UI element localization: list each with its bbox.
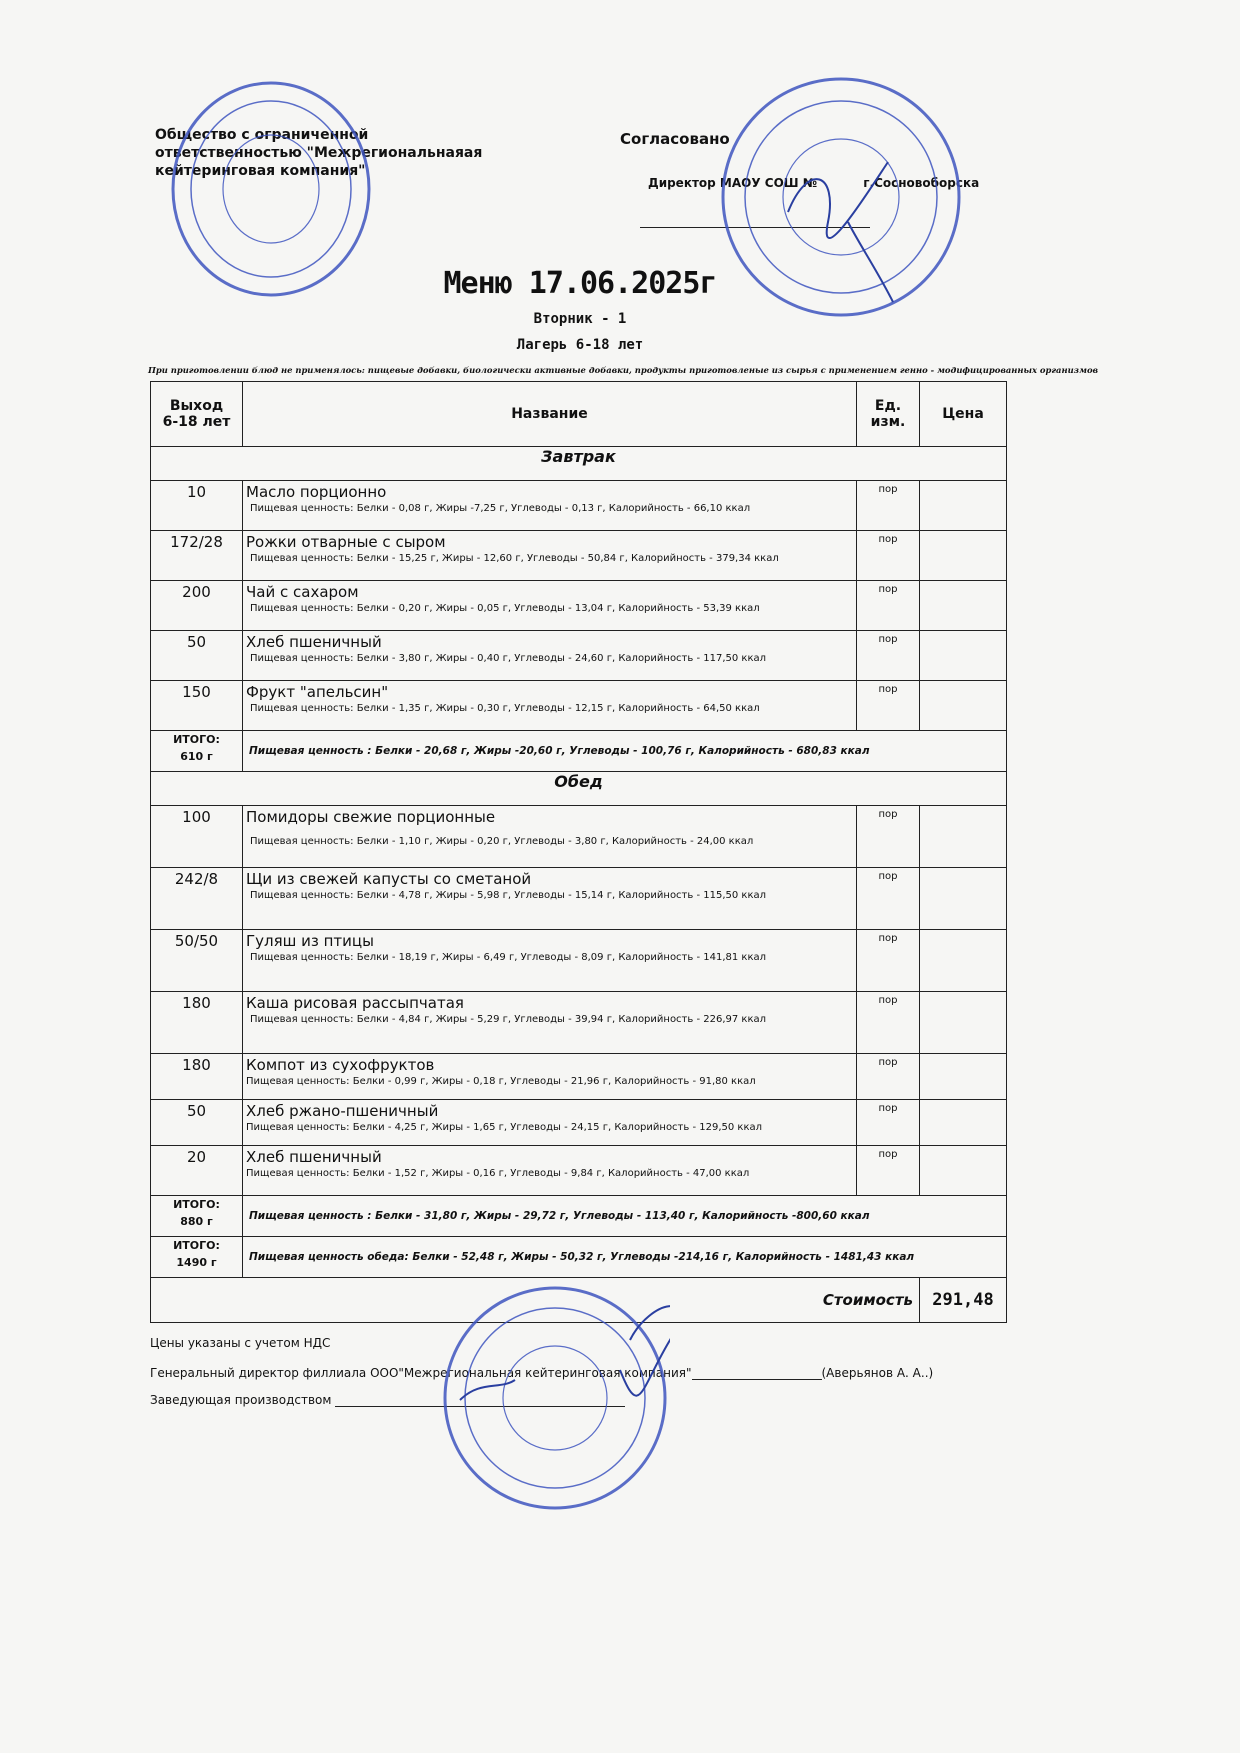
grand-total-row: ИТОГО: 1490 г Пищевая ценность обеда: Белки - 52,48 г, Жиры - 50,32 г, Углеводы -214,16 г, Калорийность - 1481,43 ккал <box>151 1237 1007 1278</box>
dish-nutrition: Пищевая ценность: Белки - 1,35 г, Жиры - 0,30 г, Углеводы - 12,15 г, Калорийность - 64,50 ккал <box>250 703 760 714</box>
dish-nutrition: Пищевая ценность: Белки - 4,84 г, Жиры - 5,29 г, Углеводы - 39,94 г, Калорийность - 226,97 ккал <box>250 1014 767 1025</box>
table-row: 20 Хлеб пшеничный Пищевая ценность: Белки - 1,52 г, Жиры - 0,16 г, Углеводы - 9,84 г, Калорийность - 47,00 ккал пор <box>151 1146 1007 1196</box>
cost-label: Стоимость <box>151 1278 920 1323</box>
dish-name: Фрукт "апельсин" <box>246 683 389 701</box>
section-lunch: Обед <box>151 772 1007 806</box>
table-row: 150 Фрукт "апельсин" Пищевая ценность: Белки - 1,35 г, Жиры - 0,30 г, Углеводы - 12,15 г, Калорийность - 64,50 ккал пор <box>151 681 1007 731</box>
director-prefix: Директор МАОУ СОШ № <box>648 176 818 190</box>
org-line-3: кейтеринговая компания" <box>155 163 366 179</box>
org-line-2: ответственностью "Межрегиональнаяая <box>155 145 483 161</box>
dish-nutrition: Пищевая ценность: Белки - 4,78 г, Жиры - 5,98 г, Углеводы - 15,14 г, Калорийность - 115,50 ккал <box>250 890 767 901</box>
production-manager-title: Заведующая производством <box>150 1393 332 1407</box>
table-row: 100 Помидоры свежие порционные Пищевая ценность: Белки - 1,10 г, Жиры - 0,20 г, Углеводы - 3,80 г, Калорийность - 24,00 ккал пор <box>151 806 1007 868</box>
header-yield: Выход 6-18 лет <box>151 382 243 447</box>
table-row: 172/28 Рожки отварные с сыром Пищевая ценность: Белки - 15,25 г, Жиры - 12,60 г, Углеводы - 50,84 г, Калорийность - 379,34 ккал пор <box>151 531 1007 581</box>
menu-table <box>150 381 1007 1323</box>
breakfast-total-row: ИТОГО: 610 г Пищевая ценность : Белки - 20,68 г, Жиры -20,60 г, Углеводы - 100,76 г, Калорийность - 680,83 ккал <box>151 731 1007 772</box>
table-row: 242/8 Щи из свежей капусты со сметаной Пищевая ценность: Белки - 4,78 г, Жиры - 5,98 г, Углеводы - 15,14 г, Калорийность - 115,50 ккал пор <box>151 868 1007 930</box>
dish-name: Масло порционно <box>246 483 387 501</box>
table-row: 50/50 Гуляш из птицы Пищевая ценность: Белки - 18,19 г, Жиры - 6,49 г, Углеводы - 8,09 г, Калорийность - 141,81 ккал пор <box>151 930 1007 992</box>
dish-nutrition: Пищевая ценность: Белки - 0,99 г, Жиры - 0,18 г, Углеводы - 21,96 г, Калорийность - 91,80 ккал <box>246 1076 756 1087</box>
header-name: Название <box>243 382 857 447</box>
dish-name: Хлеб пшеничный <box>246 633 382 651</box>
vat-note: Цены указаны с учетом НДС <box>150 1336 331 1350</box>
dish-nutrition: Пищевая ценность: Белки - 1,52 г, Жиры - 0,16 г, Углеводы - 9,84 г, Калорийность - 47,00 ккал <box>246 1168 750 1179</box>
ingredients-note: При приготовлении блюд не применялось: пищевые добавки, биологически активные добавки, продукты приготовленые из сырья с применением генно - модифицированных организмов <box>148 365 1099 375</box>
dish-nutrition: Пищевая ценность: Белки - 0,08 г, Жиры -7,25 г, Углеводы - 0,13 г, Калорийность - 66,10 ккал <box>250 503 751 514</box>
dish-name: Компот из сухофруктов <box>246 1056 435 1074</box>
page-title: Меню 17.06.2025г <box>443 266 717 301</box>
camp-label: Лагерь 6-18 лет <box>516 337 644 353</box>
dish-name: Каша рисовая рассыпчатая <box>246 994 464 1012</box>
dish-nutrition: Пищевая ценность: Белки - 1,10 г, Жиры - 0,20 г, Углеводы - 3,80 г, Калорийность - 24,00 ккал <box>250 836 754 847</box>
table-row: 50 Хлеб ржано-пшеничный Пищевая ценность: Белки - 4,25 г, Жиры - 1,65 г, Углеводы - 24,15 г, Калорийность - 129,50 ккал пор <box>151 1100 1007 1146</box>
dish-nutrition: Пищевая ценность: Белки - 15,25 г, Жиры - 12,60 г, Углеводы - 50,84 г, Калорийность - 379,34 ккал <box>250 553 779 564</box>
dish-name: Хлеб ржано-пшеничный <box>246 1102 439 1120</box>
dish-name: Помидоры свежие порционные <box>246 808 496 826</box>
dish-nutrition: Пищевая ценность: Белки - 18,19 г, Жиры - 6,49 г, Углеводы - 8,09 г, Калорийность - 141,81 ккал <box>250 952 767 963</box>
dish-name: Щи из свежей капусты со сметаной <box>246 870 532 888</box>
lunch-total-row: ИТОГО: 880 г Пищевая ценность : Белки - 31,80 г, Жиры - 29,72 г, Углеводы - 113,40 г, Калорийность -800,60 ккал <box>151 1196 1007 1237</box>
dish-name: Чай с сахаром <box>246 583 359 601</box>
gm-signature-line <box>692 1379 822 1380</box>
general-manager-title: Генеральный директор филлиала ООО"Межрегиональная кейтеринговая компания" <box>150 1366 692 1380</box>
dish-name: Рожки отварные с сыром <box>246 533 446 551</box>
general-manager-name: (Аверьянов А. А..) <box>821 1366 934 1380</box>
table-row: 50 Хлеб пшеничный Пищевая ценность: Белки - 3,80 г, Жиры - 0,40 г, Углеводы - 24,60 г, Калорийность - 117,50 ккал пор <box>151 631 1007 681</box>
table-row: 200 Чай с сахаром Пищевая ценность: Белки - 0,20 г, Жиры - 0,05 г, Углеводы - 13,04 г, Калорийность - 53,39 ккал пор <box>151 581 1007 631</box>
table-row: 180 Компот из сухофруктов Пищевая ценность: Белки - 0,99 г, Жиры - 0,18 г, Углеводы - 21,96 г, Калорийность - 91,80 ккал пор <box>151 1054 1007 1100</box>
approval-label: Согласовано <box>620 130 730 148</box>
dish-nutrition: Пищевая ценность: Белки - 4,25 г, Жиры - 1,65 г, Углеводы - 24,15 г, Калорийность - 129,50 ккал <box>246 1122 763 1133</box>
dish-nutrition: Пищевая ценность: Белки - 0,20 г, Жиры - 0,05 г, Углеводы - 13,04 г, Калорийность - 53,39 ккал <box>250 603 760 614</box>
header-price: Цена <box>920 382 1007 447</box>
dish-name: Хлеб пшеничный <box>246 1148 382 1166</box>
dish-nutrition: Пищевая ценность: Белки - 3,80 г, Жиры - 0,40 г, Углеводы - 24,60 г, Калорийность - 117,50 ккал <box>250 653 767 664</box>
org-line-1: Общество с ограниченной <box>155 127 369 143</box>
table-header-row <box>151 382 1007 447</box>
company-stamp-bottom <box>440 1280 670 1516</box>
dish-name: Гуляш из птицы <box>246 932 374 950</box>
section-breakfast: Завтрак <box>151 447 1007 481</box>
header-unit: Ед. изм. <box>857 382 920 447</box>
cost-value: 291,48 <box>920 1278 1007 1323</box>
day-label: Вторник - 1 <box>533 311 627 327</box>
table-row: 180 Каша рисовая рассыпчатая Пищевая ценность: Белки - 4,84 г, Жиры - 5,29 г, Углеводы - 39,94 г, Калорийность - 226,97 ккал пор <box>151 992 1007 1054</box>
table-row: 10 Масло порционно Пищевая ценность: Белки - 0,08 г, Жиры -7,25 г, Углеводы - 0,13 г, Калорийность - 66,10 ккал пор <box>151 481 1007 531</box>
director-city: г.Сосновоборска <box>863 176 980 190</box>
